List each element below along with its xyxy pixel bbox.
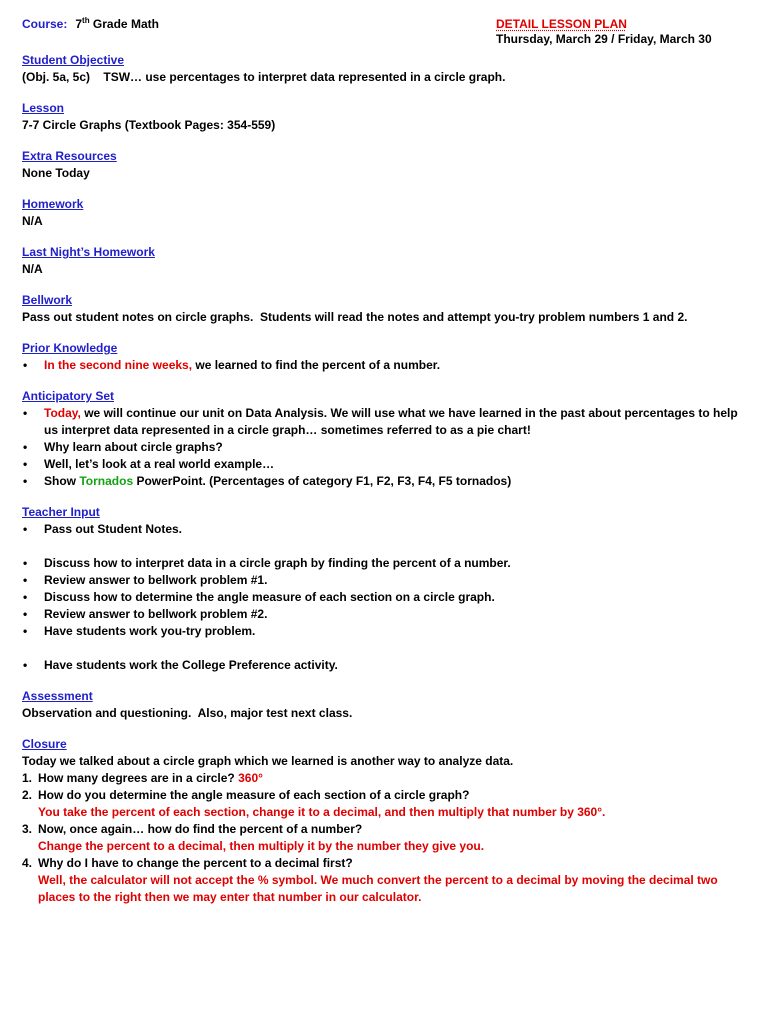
- last-homework-text: N/A: [22, 262, 43, 276]
- tornados-link: Tornados: [79, 474, 134, 488]
- resources-text: None Today: [22, 166, 90, 180]
- prior-text: we learned to find the percent of a number.: [192, 358, 441, 372]
- assessment-heading: Assessment: [22, 689, 93, 703]
- show-text: Show: [44, 474, 80, 488]
- list-item: • Review answer to bellwork problem #2.: [22, 606, 747, 623]
- teacher-input-list: [22, 521, 747, 674]
- anticipatory-heading: Anticipatory Set: [22, 389, 115, 403]
- question-text: Why do I have to change the percent to a decimal first?: [38, 856, 353, 870]
- anticipatory-text: we will continue our unit on Data Analysis. We will use what we have learned in the past about percentages to help us interpret data represented in a circle graph… sometimes referred to as a pie chart!: [44, 406, 738, 437]
- list-item: [22, 855, 747, 906]
- list-item: [22, 821, 747, 855]
- lesson-section: [22, 100, 747, 134]
- plan-title: DETAIL LESSON PLAN: [496, 17, 627, 31]
- course-grade-suffix: th: [82, 16, 90, 25]
- list-item: [22, 473, 747, 490]
- answer-text: Change the percent to a decimal, then multiply it by the number they give you.: [38, 839, 485, 853]
- list-item: • Discuss how to interpret data in a circle graph by finding the percent of a number.: [22, 555, 747, 572]
- closure-intro: Today we talked about a circle graph which we learned is another way to analyze data.: [22, 754, 514, 768]
- resources-heading: Extra Resources: [22, 149, 117, 163]
- question-number: 1.: [22, 771, 33, 785]
- plan-date: Thursday, March 29 / Friday, March 30: [496, 32, 712, 46]
- anticipatory-section: [22, 388, 747, 490]
- answer-text: Well, the calculator will not accept the % symbol. We much convert the percent to a decimal by moving the decimal two places to the right then we may enter that number in our calculator.: [38, 873, 718, 904]
- closure-section: [22, 736, 747, 906]
- prior-list: [22, 357, 747, 374]
- question-number: 4.: [22, 856, 33, 870]
- objective-section: [22, 52, 747, 86]
- course-subject: Grade Math: [89, 17, 159, 31]
- question-number: 3.: [22, 822, 33, 836]
- prior-highlight: In the second nine weeks,: [44, 358, 193, 372]
- list-item: [22, 405, 747, 439]
- closure-questions: [22, 770, 747, 906]
- homework-section: [22, 196, 747, 230]
- last-homework-heading: Last Night’s Homework: [22, 245, 155, 259]
- lesson-plan-page: [22, 16, 747, 906]
- closure-heading: Closure: [22, 737, 67, 751]
- powerpoint-text: PowerPoint. (Percentages of category F1, F2, F3, F4, F5 tornados): [133, 474, 512, 488]
- question-number: 2.: [22, 788, 33, 802]
- today-highlight: Today,: [44, 406, 81, 420]
- answer-text: 360°: [238, 771, 263, 785]
- objective-heading: Student Objective: [22, 53, 125, 67]
- header: [22, 16, 747, 50]
- last-homework-section: [22, 244, 747, 278]
- assessment-text: Observation and questioning. Also, major test next class.: [22, 706, 353, 720]
- prior-section: [22, 340, 747, 374]
- teacher-input-heading: Teacher Input: [22, 505, 100, 519]
- list-item: • Pass out Student Notes.: [22, 521, 747, 538]
- list-item: • Discuss how to determine the angle measure of each section on a circle graph.: [22, 589, 747, 606]
- question-text: Now, once again… how do find the percent of a number?: [38, 822, 363, 836]
- bellwork-section: [22, 292, 747, 326]
- prior-heading: Prior Knowledge: [22, 341, 118, 355]
- list-item: • Have students work you-try problem.: [22, 623, 747, 640]
- bellwork-heading: Bellwork: [22, 293, 73, 307]
- homework-text: N/A: [22, 214, 43, 228]
- objective-text: (Obj. 5a, 5c) TSW… use percentages to interpret data represented in a circle graph.: [22, 70, 506, 84]
- homework-heading: Homework: [22, 197, 84, 211]
- resources-section: [22, 148, 747, 182]
- list-item: • Have students work the College Preference activity.: [22, 657, 747, 674]
- list-item: [22, 787, 747, 821]
- list-item: [22, 770, 747, 787]
- teacher-input-section: [22, 504, 747, 674]
- plan-block: [496, 17, 712, 48]
- lesson-text: 7-7 Circle Graphs (Textbook Pages: 354-559): [22, 118, 276, 132]
- lesson-heading: Lesson: [22, 101, 65, 115]
- course-line: [22, 17, 159, 31]
- answer-text: You take the percent of each section, change it to a decimal, and then multiply that number by 360°.: [38, 805, 606, 819]
- assessment-section: [22, 688, 747, 722]
- list-item: • Well, let’s look at a real world example…: [22, 456, 747, 473]
- question-text: How many degrees are in a circle?: [38, 771, 239, 785]
- course-grade-number: 7: [75, 17, 83, 31]
- list-item: • Why learn about circle graphs?: [22, 439, 747, 456]
- course-label: Course:: [22, 17, 68, 31]
- list-item: • Review answer to bellwork problem #1.: [22, 572, 747, 589]
- course-value: [75, 17, 159, 31]
- list-item: [22, 357, 747, 374]
- anticipatory-list: [22, 405, 747, 490]
- question-text: How do you determine the angle measure of each section of a circle graph?: [38, 788, 470, 802]
- bellwork-text: Pass out student notes on circle graphs. Students will read the notes and attempt you-try problem numbers 1 and 2.: [22, 310, 688, 324]
